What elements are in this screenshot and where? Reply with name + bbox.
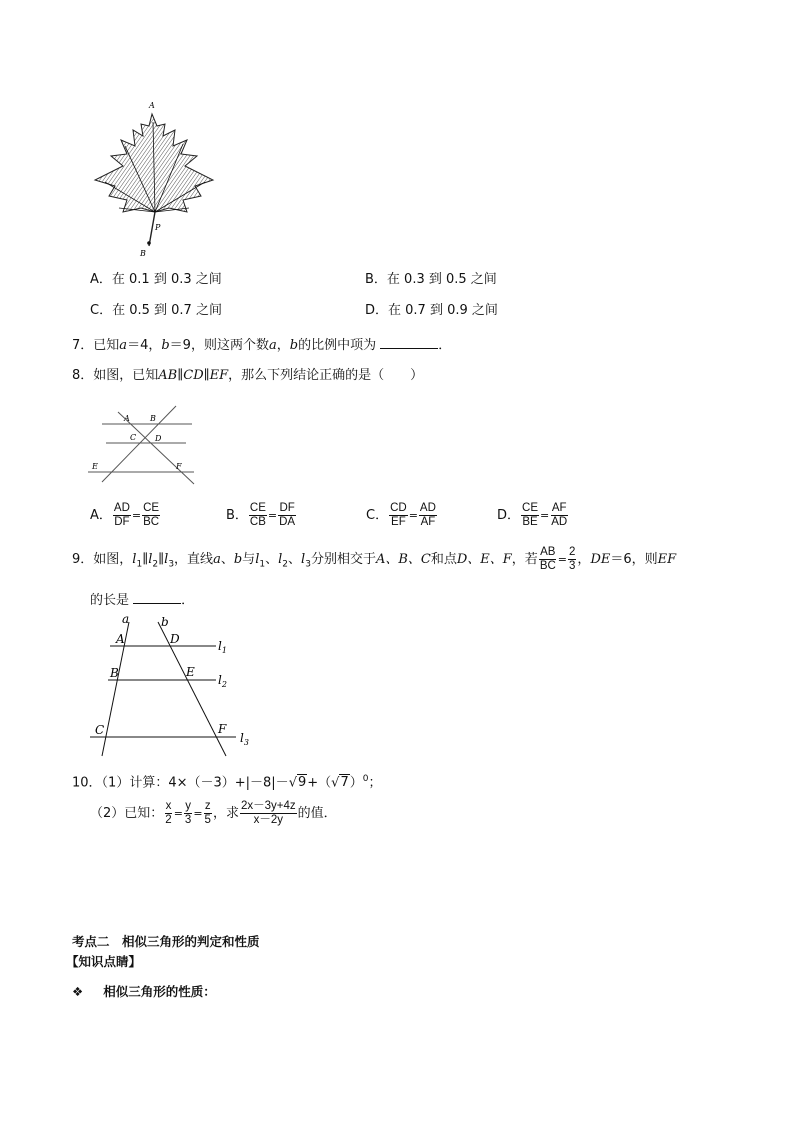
q8-label-f: F xyxy=(176,462,182,471)
q9-label-b-line: b xyxy=(161,615,169,629)
leaf-label-p: P xyxy=(155,223,161,232)
q8-option-a: A． $\frac{AD}{DF}$ = $\frac{CE}{BC}$ xyxy=(90,502,160,528)
question-10-part-1: 10．（1）计算：$4\times(-3)+|-8|-√9+(√7)^0$； xyxy=(72,774,382,791)
q9-label-F: F xyxy=(218,722,227,736)
q9-label-l1: $l_1$ xyxy=(218,639,227,655)
diamond-bullet-icon: ❖ xyxy=(72,984,84,999)
leaf-label-b: B xyxy=(140,249,146,258)
q9-label-C: C xyxy=(95,723,105,737)
q8-option-b: B． $\frac{CE}{CB}$ = $\frac{DF}{DA}$ xyxy=(226,502,296,528)
question-9: 9．如图，$l_1\parallel l_2\parallel l_3$，直线a、b与$l_1$、$l_2$、$l_3$分别相交于A、B、C和点D、E、F，若 $\frac{AB}{BC}$ = $\frac{2}{3}$ ，DE＝6，则EF xyxy=(72,546,677,572)
question-9-line2: 的长是 ． xyxy=(90,593,195,608)
question-10-part-2: （2）已知： $\frac{x}{2}$ = $\frac{y}{3}$ = $\frac{z}{5}$ ，求 $\frac{2x-3y+4z}{x-2y}$ 的值． xyxy=(90,800,337,826)
q8-label-c: C xyxy=(130,433,137,442)
q9-label-A: A xyxy=(116,632,125,646)
q9-figure xyxy=(86,612,256,760)
q9-label-E: E xyxy=(186,665,195,679)
q9-label-B: B xyxy=(110,666,119,680)
q8-label-a: A xyxy=(124,414,130,423)
q8-option-d: D． $\frac{CE}{BE}$ = $\frac{AF}{AD}$ xyxy=(497,502,568,528)
maple-leaf-figure xyxy=(85,96,225,261)
q9-label-l3: $l_3$ xyxy=(240,731,249,747)
q6-option-b: B．在 0.3 到 0.5 之间 xyxy=(365,272,497,287)
section-bullet: ❖ 相似三角形的性质： xyxy=(72,984,216,999)
q8-label-e: E xyxy=(92,462,98,471)
q9-answer-blank xyxy=(133,591,181,604)
q8-label-d: D xyxy=(155,434,162,443)
section-subtitle: 【知识点睛】 xyxy=(66,954,142,969)
q9-label-l2: $l_2$ xyxy=(218,673,227,689)
section-title: 考点二 相似三角形的判定和性质 xyxy=(72,934,260,949)
q9-label-D: D xyxy=(170,632,180,646)
q6-option-c: C．在 0.5 到 0.7 之间 xyxy=(90,303,222,318)
leaf-label-a: A xyxy=(149,101,155,110)
q7-answer-blank xyxy=(380,336,438,349)
q8-option-c: C． $\frac{CD}{EF}$ = $\frac{AD}{AF}$ xyxy=(366,502,436,528)
question-8: 8．如图，已知AB∥CD∥EF，那么下列结论正确的是（ ） xyxy=(72,368,424,383)
q6-option-d: D．在 0.7 到 0.9 之间 xyxy=(365,303,498,318)
question-7: 7．已知a＝4，b＝9，则这两个数a，b的比例中项为 ． xyxy=(72,338,452,353)
q6-option-a: A．在 0.1 到 0.3 之间 xyxy=(90,272,222,287)
q9-label-a-line: a xyxy=(122,612,130,626)
q8-label-b: B xyxy=(150,414,156,423)
q8-figure xyxy=(88,400,198,488)
